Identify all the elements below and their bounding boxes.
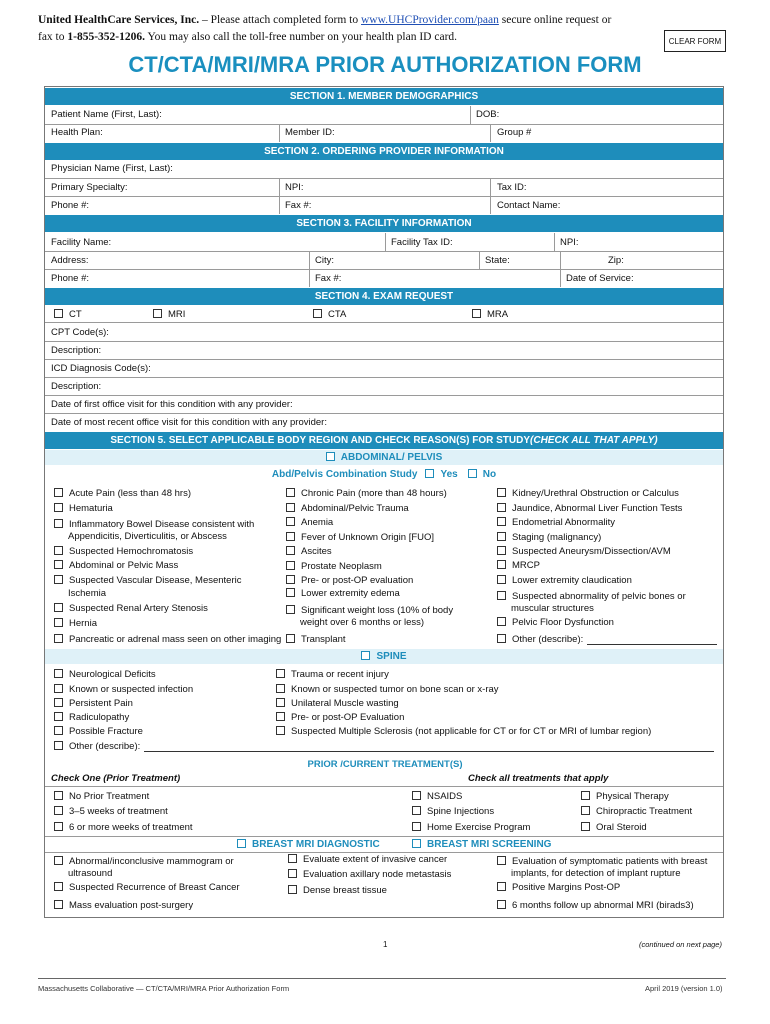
checkbox-icon [313, 309, 322, 318]
checkbox-icon [276, 698, 285, 707]
divider [45, 413, 723, 414]
checkbox-icon [237, 839, 246, 848]
reason-label: Unilateral Muscle wasting [291, 698, 399, 709]
reason-checkbox[interactable] [276, 698, 399, 709]
reason-label: Suspected Multiple Sclerosis (not applicable for CT or for CT or MRI of lumbar region) [291, 726, 652, 737]
facility-name-field[interactable]: Facility Name: [51, 237, 112, 248]
reason-label: Neurological Deficits [69, 669, 156, 680]
breast-screening-checkbox[interactable] [412, 839, 551, 850]
footer-title: Massachusetts Collaborative — CT/CTA/MRI/MRA Prior Authorization Form [38, 984, 290, 993]
intro-line-1 [38, 14, 611, 26]
exam-label: MRI [168, 309, 186, 320]
divider [45, 124, 723, 125]
divider [490, 124, 491, 142]
exam-mri-checkbox[interactable] [153, 309, 185, 320]
reason-continuation [511, 603, 594, 614]
checkbox-icon [286, 605, 295, 614]
reason-checkbox[interactable] [497, 575, 632, 586]
divider [279, 178, 280, 214]
reason-checkbox[interactable] [286, 488, 447, 499]
reason-checkbox[interactable] [54, 603, 208, 614]
address-field[interactable]: Address: [51, 255, 89, 266]
facility-fax-field[interactable]: Fax #: [315, 273, 342, 284]
tax-id-field[interactable]: Tax ID: [497, 182, 527, 193]
reason-label: Suspected Vascular Disease, Mesenteric [69, 575, 242, 586]
checkbox-icon [54, 669, 63, 678]
reason-label: Abdominal/Pelvic Trauma [301, 503, 409, 514]
treatment-header: PRIOR /CURRENT TREATMENT(S) [307, 759, 463, 770]
reason-checkbox[interactable] [54, 698, 133, 709]
treatment-checkbox[interactable] [581, 822, 647, 833]
reason-continuation [68, 588, 106, 599]
prior-treatment-checkbox[interactable] [54, 822, 193, 833]
reason-checkbox[interactable] [276, 669, 389, 680]
combination-label: Abd/Pelvis Combination Study [271, 469, 418, 480]
reason-checkbox[interactable] [54, 503, 113, 514]
reason-label: Acute Pain (less than 48 hrs) [69, 488, 191, 499]
reason-continuation [511, 868, 681, 879]
exam-label: CTA [328, 309, 347, 320]
breast-reason-checkbox[interactable] [497, 856, 707, 867]
section-5-note: (CHECK ALL THAT APPLY) [530, 435, 658, 446]
describe-input[interactable] [144, 751, 714, 752]
checkbox-icon [286, 546, 295, 555]
breast-diagnostic-checkbox[interactable] [237, 839, 380, 850]
checkbox-icon [472, 309, 481, 318]
zip-field[interactable]: Zip: [608, 255, 624, 266]
checkbox-icon [497, 532, 506, 541]
reason-label: Lower extremity claudication [512, 575, 632, 586]
checkbox-icon [54, 488, 63, 497]
reason-checkbox[interactable] [54, 741, 714, 752]
reason-label: 6 or more weeks of treatment [69, 822, 193, 833]
checkbox-icon [497, 900, 506, 909]
reason-label: Positive Margins Post-OP [512, 882, 621, 893]
fax-number: 1-855-352-1206. [67, 31, 146, 43]
breast-reason-checkbox[interactable] [54, 900, 193, 911]
continued-note: (continued on next page) [639, 940, 722, 949]
reason-label: Pre- or post-OP evaluation [301, 575, 414, 586]
reason-label: Evaluation of symptomatic patients with breast [512, 856, 708, 867]
section-5-title: SECTION 5. SELECT APPLICABLE BODY REGION AND CHECK REASON(S) FOR STUDY [110, 435, 531, 446]
reason-label: Suspected abnormality of pelvic bones or [512, 591, 686, 602]
reason-label: Ischemia [68, 588, 107, 599]
reason-checkbox[interactable] [54, 560, 178, 571]
recent-visit-date-field[interactable]: Date of most recent office visit for this condition with any provider: [51, 417, 327, 428]
checkbox-icon [412, 806, 421, 815]
reason-label: Oral Steroid [596, 822, 647, 833]
checkbox-icon [276, 669, 285, 678]
checkbox-icon [286, 634, 295, 643]
reason-label: Jaundice, Abnormal Liver Function Tests [512, 503, 683, 514]
first-visit-date-field[interactable]: Date of first office visit for this condition with any provider: [51, 399, 293, 410]
contact-name-field[interactable]: Contact Name: [497, 200, 561, 211]
checkbox-icon [286, 488, 295, 497]
divider [45, 269, 723, 270]
check-one-label: Check One (Prior Treatment) [51, 773, 181, 784]
checkbox-icon [581, 791, 590, 800]
section-3-header: SECTION 3. FACILITY INFORMATION [45, 215, 723, 232]
checkbox-icon [286, 575, 295, 584]
divider [45, 395, 723, 396]
intro-text: – Please attach completed form to [199, 14, 361, 26]
checkbox-icon [286, 588, 295, 597]
reason-label: Physical Therapy [596, 791, 669, 802]
breast-reason-checkbox[interactable] [288, 885, 387, 896]
checkbox-icon [54, 791, 63, 800]
reason-label: ultrasound [68, 868, 113, 879]
reason-checkbox[interactable] [497, 634, 717, 645]
reason-label: Pelvic Floor Dysfunction [512, 617, 614, 628]
reason-label: Known or suspected infection [69, 684, 194, 695]
reason-label: Anemia [301, 517, 334, 528]
checkbox-icon [412, 822, 421, 831]
combination-study-row [45, 467, 723, 482]
cpt-description-field[interactable]: Description: [51, 345, 102, 356]
combination-yes-checkbox[interactable] [425, 469, 457, 480]
checkbox-icon [54, 856, 63, 865]
reason-checkbox[interactable] [286, 546, 332, 557]
breast-reason-checkbox[interactable] [54, 882, 240, 893]
checkbox-icon [54, 575, 63, 584]
breast-reason-checkbox[interactable] [288, 854, 447, 865]
reason-continuation [68, 531, 227, 542]
reason-checkbox[interactable] [54, 684, 193, 695]
checkbox-icon [54, 806, 63, 815]
exam-label: CT [69, 309, 82, 320]
provider-fax-field[interactable]: Fax #: [285, 200, 312, 211]
icd-description-field[interactable]: Description: [51, 381, 102, 392]
reason-continuation [68, 868, 112, 879]
checkbox-icon [288, 885, 297, 894]
reason-label: Ascites [301, 546, 332, 557]
reason-label: muscular structures [511, 603, 594, 614]
reason-label: 3–5 weeks of treatment [69, 806, 168, 817]
reason-checkbox[interactable] [276, 712, 404, 723]
checkbox-icon [497, 882, 506, 891]
section-5-header [45, 432, 723, 449]
reason-checkbox[interactable] [497, 488, 679, 499]
reason-checkbox[interactable] [54, 546, 193, 557]
checkbox-icon [54, 546, 63, 555]
checkbox-icon [286, 532, 295, 541]
city-field[interactable]: City: [315, 255, 334, 266]
check-all-label: Check all treatments that apply [468, 773, 609, 784]
reason-label: NSAIDS [427, 791, 463, 802]
reason-label: Hernia [69, 618, 97, 629]
physician-name-field[interactable]: Physician Name (First, Last): [51, 163, 173, 174]
checkbox-icon [54, 618, 63, 627]
checkbox-icon [286, 561, 295, 570]
reason-label: Pre- or post-OP Evaluation [291, 712, 405, 723]
checkbox-icon [54, 712, 63, 721]
checkbox-icon [497, 546, 506, 555]
checkbox-icon [497, 575, 506, 584]
reason-label: Chiropractic Treatment [596, 806, 693, 817]
reason-label: Prostate Neoplasm [301, 561, 382, 572]
region-label: ABDOMINAL/ PELVIS [340, 452, 443, 463]
reason-checkbox[interactable] [286, 503, 409, 514]
reason-label: Suspected Hemochromatosis [69, 546, 194, 557]
checkbox-icon [412, 839, 421, 848]
checkbox-icon [497, 634, 506, 643]
footer-rule [38, 978, 726, 979]
intro-line-2 [38, 31, 457, 43]
treatment-checkbox[interactable] [581, 791, 669, 802]
checkbox-icon [54, 684, 63, 693]
checkbox-icon [54, 698, 63, 707]
patient-name-field[interactable]: Patient Name (First, Last): [51, 109, 162, 120]
exam-mra-checkbox[interactable] [472, 309, 508, 320]
divider [45, 196, 723, 197]
date-of-service-field[interactable]: Date of Service: [566, 273, 634, 284]
checkbox-icon [54, 503, 63, 512]
checkbox-icon [276, 726, 285, 735]
treatment-checkbox[interactable] [412, 822, 530, 833]
facility-npi-field[interactable]: NPI: [560, 237, 579, 248]
reason-label: Suspected Aneurysm/Dissection/AVM [512, 546, 671, 557]
reason-label: Home Exercise Program [427, 822, 531, 833]
breast-reason-checkbox[interactable] [497, 900, 694, 911]
reason-label: Kidney/Urethral Obstruction or Calculus [512, 488, 679, 499]
yes-label: Yes [440, 469, 458, 480]
reason-checkbox[interactable] [286, 575, 413, 586]
reason-checkbox[interactable] [497, 532, 601, 543]
checkbox-icon [412, 791, 421, 800]
reason-checkbox[interactable] [54, 618, 97, 629]
clear-form-button[interactable]: CLEAR FORM [664, 30, 726, 52]
divider [479, 251, 480, 269]
reason-checkbox[interactable] [54, 712, 129, 723]
checkbox-icon [54, 560, 63, 569]
reason-checkbox[interactable] [286, 634, 346, 645]
breast-reason-checkbox[interactable] [54, 856, 234, 867]
checkbox-icon [153, 309, 162, 318]
reason-checkbox[interactable] [286, 605, 453, 616]
reason-label: Evaluate extent of invasive cancer [303, 854, 448, 865]
section-1-header: SECTION 1. MEMBER DEMOGRAPHICS [45, 88, 723, 105]
checkbox-icon [288, 869, 297, 878]
checkbox-icon [581, 806, 590, 815]
divider [490, 178, 491, 214]
divider [385, 233, 386, 251]
reason-checkbox[interactable] [54, 488, 191, 499]
reason-label: Abdominal or Pelvic Mass [69, 560, 179, 571]
reason-label: Known or suspected tumor on bone scan or x-ray [291, 684, 499, 695]
checkbox-icon [497, 560, 506, 569]
group-field[interactable]: Group # [497, 127, 532, 138]
reason-label: Significant weight loss (10% of body [301, 605, 454, 616]
breast-reason-checkbox[interactable] [497, 882, 620, 893]
reason-checkbox[interactable] [497, 617, 614, 628]
reason-label: 6 months follow up abnormal MRI (birads3) [512, 900, 694, 911]
checkbox-icon [54, 741, 63, 750]
provider-phone-field[interactable]: Phone #: [51, 200, 90, 211]
checkbox-icon [54, 634, 63, 643]
checkbox-icon [497, 591, 506, 600]
reason-label: Other (describe): [512, 634, 584, 645]
divider [45, 377, 723, 378]
checkbox-icon [286, 517, 295, 526]
no-label: No [482, 469, 497, 480]
checkbox-icon [326, 452, 335, 461]
divider [45, 322, 723, 323]
primary-specialty-field[interactable]: Primary Specialty: [51, 182, 128, 193]
reason-label: Possible Fracture [69, 726, 143, 737]
health-plan-field[interactable]: Health Plan: [51, 127, 103, 138]
state-field[interactable]: State: [485, 255, 510, 266]
divider [45, 359, 723, 360]
describe-input[interactable] [587, 644, 717, 645]
reason-label: Suspected Renal Artery Stenosis [69, 603, 208, 614]
exam-cta-checkbox[interactable] [313, 309, 346, 320]
reason-checkbox[interactable] [54, 669, 156, 680]
reason-label: Spine Injections [427, 806, 495, 817]
divider [470, 106, 471, 124]
prior-treatment-checkbox[interactable] [54, 791, 149, 802]
treatment-checkbox[interactable] [412, 791, 462, 802]
checkbox-icon [276, 712, 285, 721]
checkbox-icon [54, 900, 63, 909]
reason-checkbox[interactable] [497, 560, 540, 571]
cpt-codes-field[interactable]: CPT Code(s): [51, 327, 109, 338]
reason-checkbox[interactable] [276, 726, 651, 737]
reason-checkbox[interactable] [286, 561, 382, 572]
reason-label: Appendicitis, Diverticulitis, or Abscess [68, 531, 227, 542]
exam-label: MRA [487, 309, 509, 320]
divider [45, 786, 723, 787]
checkbox-icon [497, 617, 506, 626]
reason-label: Dense breast tissue [303, 885, 387, 896]
checkbox-icon [497, 517, 506, 526]
checkbox-icon [497, 856, 506, 865]
region-label: BREAST MRI DIAGNOSTIC [252, 839, 380, 850]
reason-label: Abnormal/inconclusive mammogram or [69, 856, 234, 867]
reason-label: weight over 6 months or less) [300, 617, 425, 628]
form-title: CT/CTA/MRI/MRA PRIOR AUTHORIZATION FORM [128, 52, 642, 77]
reason-label: Suspected Recurrence of Breast Cancer [69, 882, 240, 893]
reason-checkbox[interactable] [54, 634, 281, 645]
org-name: United HealthCare Services, Inc. [38, 14, 200, 26]
checkbox-icon [497, 503, 506, 512]
page-number: 1 [383, 940, 388, 949]
region-label: BREAST MRI SCREENING [427, 839, 552, 850]
divider [45, 251, 723, 252]
abdominal-pelvis-header[interactable] [45, 450, 723, 465]
reason-checkbox[interactable] [286, 588, 400, 599]
reason-checkbox[interactable] [276, 684, 499, 695]
checkbox-icon [581, 822, 590, 831]
facility-phone-field[interactable]: Phone #: [51, 273, 90, 284]
reason-label: Endometrial Abnormality [512, 517, 615, 528]
breast-reason-checkbox[interactable] [288, 869, 451, 880]
reason-checkbox[interactable] [286, 517, 333, 528]
reason-checkbox[interactable] [286, 532, 434, 543]
intro-text: fax to [38, 31, 68, 43]
reason-checkbox[interactable] [497, 503, 682, 514]
icd-codes-field[interactable]: ICD Diagnosis Code(s): [51, 363, 151, 374]
reason-continuation [300, 617, 424, 628]
reason-checkbox[interactable] [497, 591, 686, 602]
checkbox-icon [54, 603, 63, 612]
checkbox-icon [276, 684, 285, 693]
reason-label: Transplant [301, 634, 346, 645]
spine-header[interactable] [45, 649, 723, 664]
divider [279, 124, 280, 142]
reason-label: Hematuria [69, 503, 113, 514]
reason-label: Mass evaluation post-surgery [69, 900, 194, 911]
reason-checkbox[interactable] [54, 575, 242, 586]
checkbox-icon [54, 822, 63, 831]
reason-checkbox[interactable] [497, 546, 671, 557]
facility-tax-id-field[interactable]: Facility Tax ID: [391, 237, 453, 248]
dob-field[interactable]: DOB: [476, 109, 500, 120]
footer-version: April 2019 (version 1.0) [645, 984, 723, 993]
reason-checkbox[interactable] [497, 517, 615, 528]
checkbox-icon [54, 519, 63, 528]
provider-npi-field[interactable]: NPI: [285, 182, 304, 193]
intro-text: secure online request or [498, 14, 612, 26]
divider [45, 178, 723, 179]
checkbox-icon [54, 726, 63, 735]
reason-label: Other (describe): [69, 741, 141, 752]
checkbox-icon [54, 882, 63, 891]
reason-label: Lower extremity edema [301, 588, 400, 599]
region-label: SPINE [376, 651, 407, 662]
submission-link[interactable]: www.UHCProvider.com/paan [361, 14, 499, 26]
combination-no-checkbox[interactable] [468, 469, 496, 480]
divider [45, 836, 723, 837]
member-id-field[interactable]: Member ID: [285, 127, 335, 138]
intro-text: You may also call the toll-free number on your health plan ID card. [145, 31, 458, 43]
reason-label: Pancreatic or adrenal mass seen on other imaging [69, 634, 282, 645]
treatment-checkbox[interactable] [581, 806, 692, 817]
reason-label: Chronic Pain (more than 48 hours) [301, 488, 447, 499]
reason-label: Radiculopathy [69, 712, 130, 723]
divider [45, 852, 723, 853]
reason-label: Inflammatory Bowel Disease consistent with [69, 519, 255, 530]
divider [554, 233, 555, 251]
reason-label: Trauma or recent injury [291, 669, 389, 680]
checkbox-icon [425, 469, 434, 478]
reason-label: No Prior Treatment [69, 791, 150, 802]
reason-label: MRCP [512, 560, 540, 571]
reason-label: implants, for detection of implant rupture [511, 868, 681, 879]
exam-ct-checkbox[interactable] [54, 309, 82, 320]
reason-label: Staging (malignancy) [512, 532, 602, 543]
checkbox-icon [497, 488, 506, 497]
reason-label: Fever of Unknown Origin [FUO] [301, 532, 435, 543]
checkbox-icon [286, 503, 295, 512]
checkbox-icon [54, 309, 63, 318]
reason-checkbox[interactable] [54, 519, 254, 530]
reason-label: Evaluation axillary node metastasis [303, 869, 452, 880]
checkbox-icon [361, 651, 370, 660]
divider [45, 341, 723, 342]
checkbox-icon [468, 469, 477, 478]
prior-treatment-checkbox[interactable] [54, 806, 168, 817]
checkbox-icon [288, 854, 297, 863]
section-2-header: SECTION 2. ORDERING PROVIDER INFORMATION [45, 143, 723, 160]
reason-checkbox[interactable] [54, 726, 143, 737]
treatment-checkbox[interactable] [412, 806, 494, 817]
reason-label: Persistent Pain [69, 698, 133, 709]
section-4-header: SECTION 4. EXAM REQUEST [45, 288, 723, 305]
